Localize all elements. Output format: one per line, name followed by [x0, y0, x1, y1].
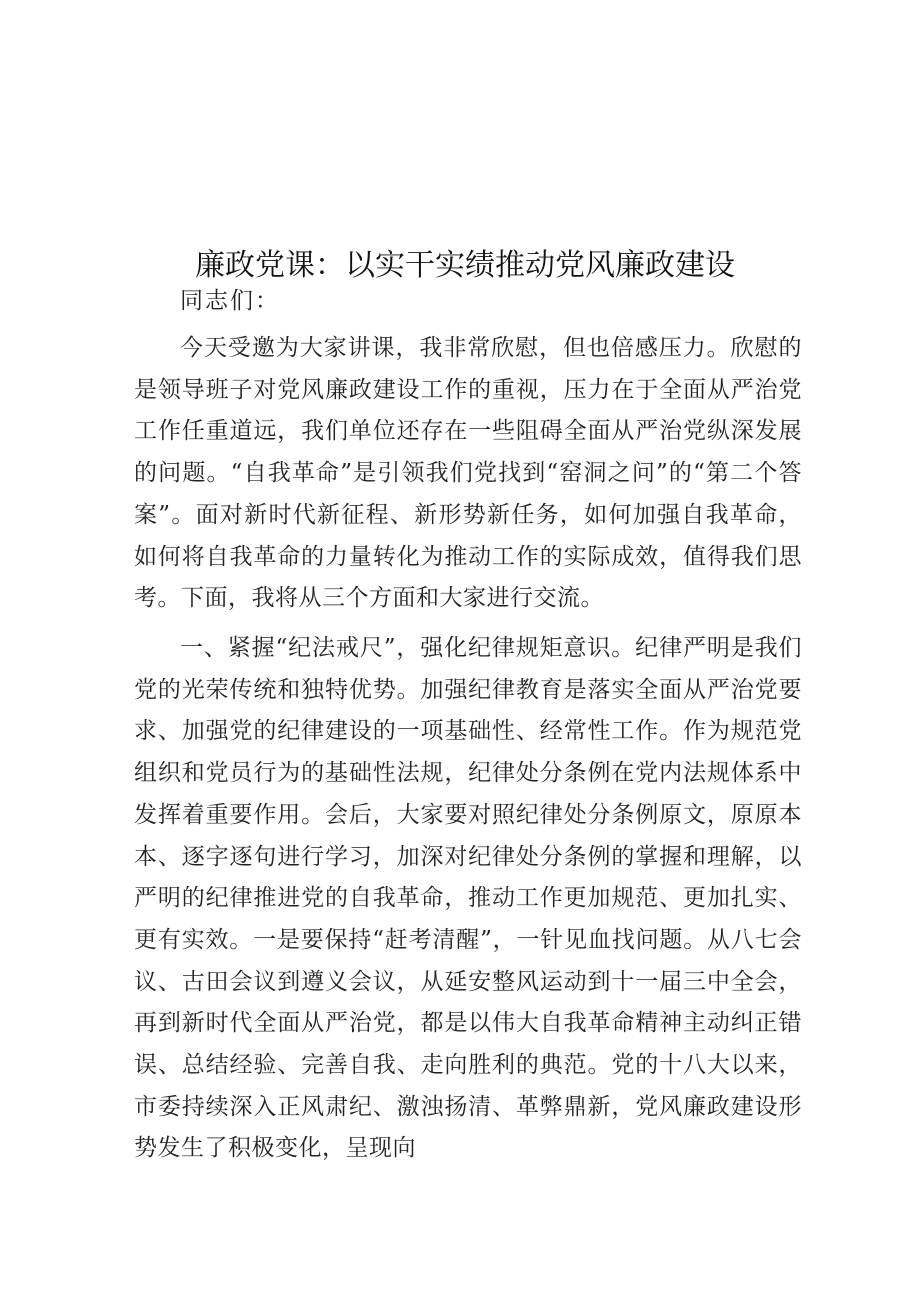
paragraph-section-one: 一、紧握“纪法戒尺”，强化纪律规矩意识。纪律严明是我们党的光荣传统和独特优势。加强纪律教育是落实全面从严治党要求、加强党的纪律建设的一项基础性、经常性工作。作为规范党组织和党员行为的基础性法规，纪律处分条例在党内法规体系中发挥着重要作用。会后，大家要对照纪律处分条例原文，原原本本、逐字逐句进行学习，加深对纪律处分条例的掌握和理解，以严明的纪律推进党的自我革命，推动工作更加规范、更加扎实、更有实效。一是要保持“赶考清醒”，一针见血找问题。从八七会议、古田会议到遵义会议，从延安整风运动到十一届三中全会，再到新时代全面从严治党，都是以伟大自我革命精神主动纠正错误、总结经验、完善自我、走向胜利的典范。党的十八大以来，市委持续深入正风肃纪、激浊扬清、革弊鼎新，党风廉政建设形势发生了积极变化，呈现向	[134, 635, 802, 1162]
salutation: 同志们：	[180, 288, 280, 314]
document-title: 廉政党课：以实干实绩推动党风廉政建设	[195, 248, 735, 284]
paragraph-intro: 今天受邀为大家讲课，我非常欣慰，但也倍感压力。欣慰的是领导班子对党风廉政建设工作的重视，压力在于全面从严治党工作任重道远，我们单位还存在一些阻碍全面从严治党纵深发展的问题。“自我革命”是引领我们党找到“窑洞之问”的“第二个答案”。面对新时代新征程、新形势新任务，如何加强自我革命，如何将自我革命的力量转化为推动工作的实际成效，值得我们思考。下面，我将从三个方面和大家进行交流。	[134, 335, 802, 612]
